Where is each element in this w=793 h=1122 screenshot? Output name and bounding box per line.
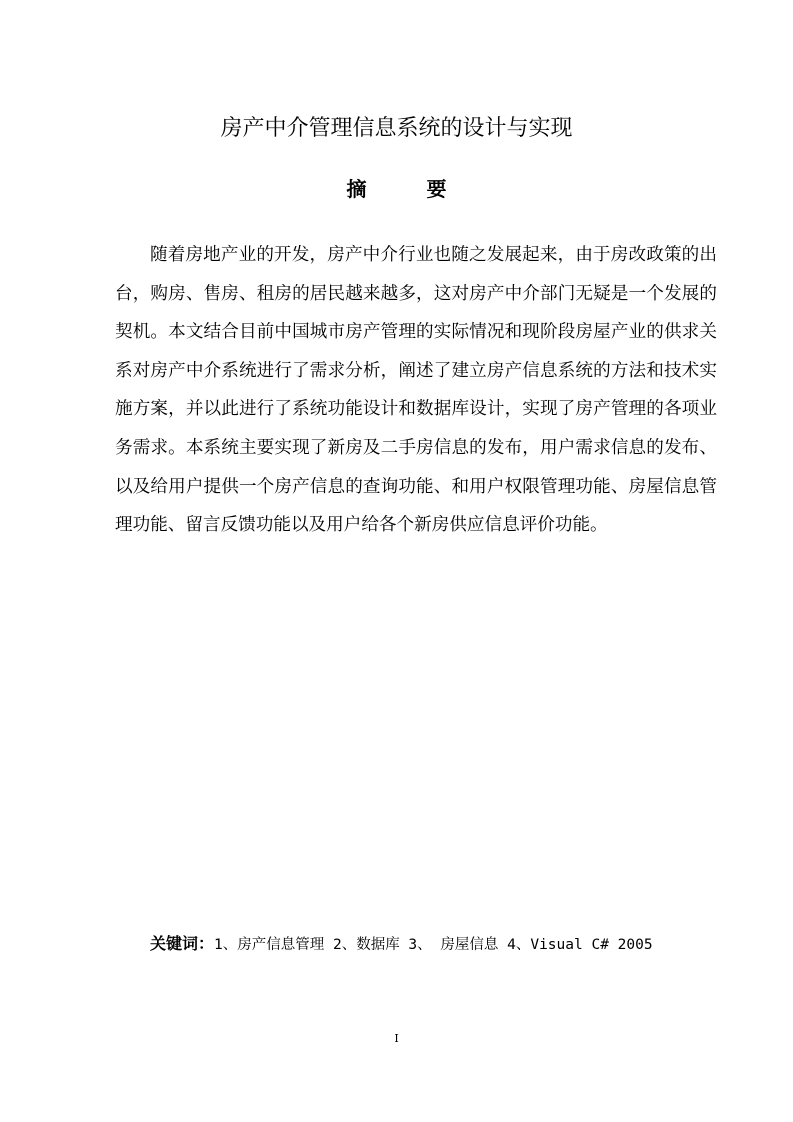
- abstract-body: 随着房地产业的开发，房产中介行业也随之发展起来，由于房改政策的出台，购房、售房、租房的居民越来越多，这对房产中介部门无疑是一个发展的契机。本文结合目前中国城市房产管理的实际情况和现阶段房屋产业的供求关系对房产中介系统进行了需求分析，阐述了建立房产信息系统的方法和技术实施方案，并以此进行了系统功能设计和数据库设计，实现了房产管理的各项业务需求。本系统主要实现了新房及二手房信息的发布，用户需求信息的发布、以及给用户提供一个房产信息的查询功能、和用户权限管理功能、房屋信息管理功能、留言反馈功能以及用户给各个新房供应信息评价功能。: [115, 245, 717, 536]
- keywords-label: 关键词：: [150, 934, 215, 953]
- page-title: 房产中介管理信息系统的设计与实现: [220, 116, 573, 141]
- abstract-heading: 摘要: [346, 177, 507, 201]
- page-number: I: [394, 1032, 399, 1045]
- keywords-text: 1、房产信息管理 2、数据库 3、 房屋信息 4、Visual C# 2005: [214, 937, 653, 953]
- keywords-line: [150, 932, 750, 957]
